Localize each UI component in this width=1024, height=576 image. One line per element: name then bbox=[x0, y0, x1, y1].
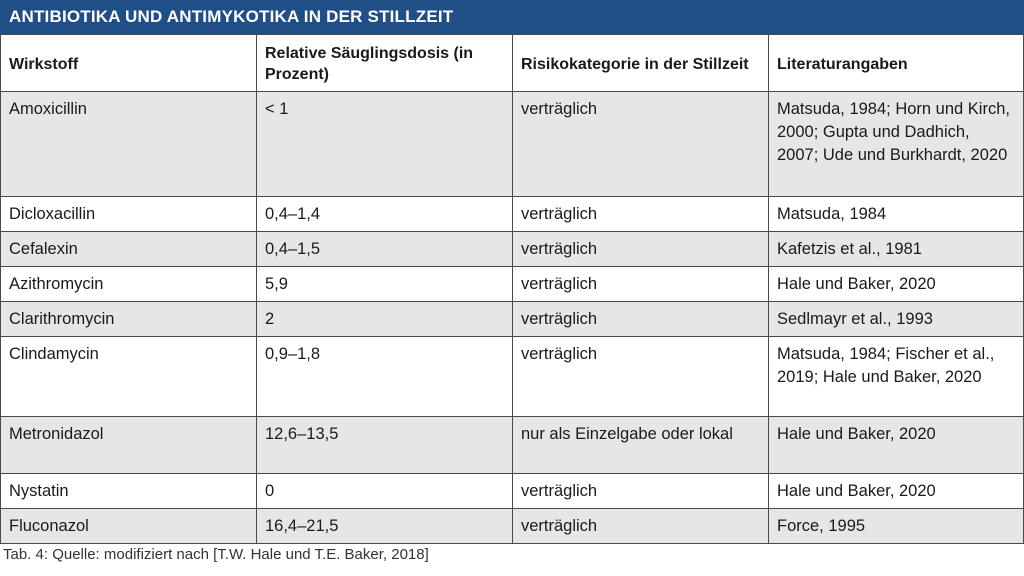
cell-dosis: 0 bbox=[257, 474, 513, 509]
cell-risiko: verträglich bbox=[513, 197, 769, 232]
table-title: ANTIBIOTIKA UND ANTIMYKOTIKA IN DER STILLZEIT bbox=[0, 0, 1024, 34]
antibiotics-table bbox=[0, 34, 1024, 544]
table-row bbox=[1, 474, 1024, 509]
header-dosis: Relative Säuglingsdosis (in Prozent) bbox=[257, 35, 513, 92]
cell-literatur: Kafetzis et al., 1981 bbox=[769, 232, 1024, 267]
cell-wirkstoff: Azithromycin bbox=[1, 267, 257, 302]
cell-wirkstoff: Cefalexin bbox=[1, 232, 257, 267]
cell-wirkstoff: Dicloxacillin bbox=[1, 197, 257, 232]
table-row bbox=[1, 509, 1024, 544]
table-row bbox=[1, 232, 1024, 267]
cell-risiko: verträglich bbox=[513, 232, 769, 267]
cell-literatur: Matsuda, 1984; Horn und Kirch, 2000; Gupta und Dadhich, 2007; Ude und Burkhardt, 2020 bbox=[769, 92, 1024, 197]
cell-dosis: 5,9 bbox=[257, 267, 513, 302]
cell-risiko: verträglich bbox=[513, 337, 769, 417]
cell-wirkstoff: Fluconazol bbox=[1, 509, 257, 544]
cell-wirkstoff: Amoxicillin bbox=[1, 92, 257, 197]
cell-literatur: Hale und Baker, 2020 bbox=[769, 267, 1024, 302]
cell-literatur: Hale und Baker, 2020 bbox=[769, 474, 1024, 509]
cell-literatur: Matsuda, 1984; Fischer et al., 2019; Hale und Baker, 2020 bbox=[769, 337, 1024, 417]
cell-wirkstoff: Clindamycin bbox=[1, 337, 257, 417]
cell-risiko: verträglich bbox=[513, 92, 769, 197]
table-row bbox=[1, 92, 1024, 197]
cell-risiko: verträglich bbox=[513, 474, 769, 509]
cell-literatur: Hale und Baker, 2020 bbox=[769, 417, 1024, 474]
cell-dosis: 0,4–1,5 bbox=[257, 232, 513, 267]
header-literatur: Literaturangaben bbox=[769, 35, 1024, 92]
cell-wirkstoff: Clarithromycin bbox=[1, 302, 257, 337]
cell-risiko: nur als Einzelgabe oder lokal bbox=[513, 417, 769, 474]
cell-literatur: Force, 1995 bbox=[769, 509, 1024, 544]
header-risiko: Risikokategorie in der Stillzeit bbox=[513, 35, 769, 92]
table-row bbox=[1, 197, 1024, 232]
cell-risiko: verträglich bbox=[513, 267, 769, 302]
table-row bbox=[1, 417, 1024, 474]
header-wirkstoff: Wirkstoff bbox=[1, 35, 257, 92]
cell-literatur: Sedlmayr et al., 1993 bbox=[769, 302, 1024, 337]
cell-wirkstoff: Metronidazol bbox=[1, 417, 257, 474]
cell-dosis: 16,4–21,5 bbox=[257, 509, 513, 544]
cell-wirkstoff: Nystatin bbox=[1, 474, 257, 509]
cell-dosis: 12,6–13,5 bbox=[257, 417, 513, 474]
cell-dosis: 0,4–1,4 bbox=[257, 197, 513, 232]
table-row bbox=[1, 302, 1024, 337]
cell-dosis: 2 bbox=[257, 302, 513, 337]
cell-literatur: Matsuda, 1984 bbox=[769, 197, 1024, 232]
cell-risiko: verträglich bbox=[513, 302, 769, 337]
cell-dosis: < 1 bbox=[257, 92, 513, 197]
table-caption: Tab. 4: Quelle: modifiziert nach [T.W. Hale und T.E. Baker, 2018] bbox=[3, 546, 429, 563]
table-row bbox=[1, 267, 1024, 302]
table-row bbox=[1, 337, 1024, 417]
cell-risiko: verträglich bbox=[513, 509, 769, 544]
header-row bbox=[1, 35, 1024, 92]
cell-dosis: 0,9–1,8 bbox=[257, 337, 513, 417]
